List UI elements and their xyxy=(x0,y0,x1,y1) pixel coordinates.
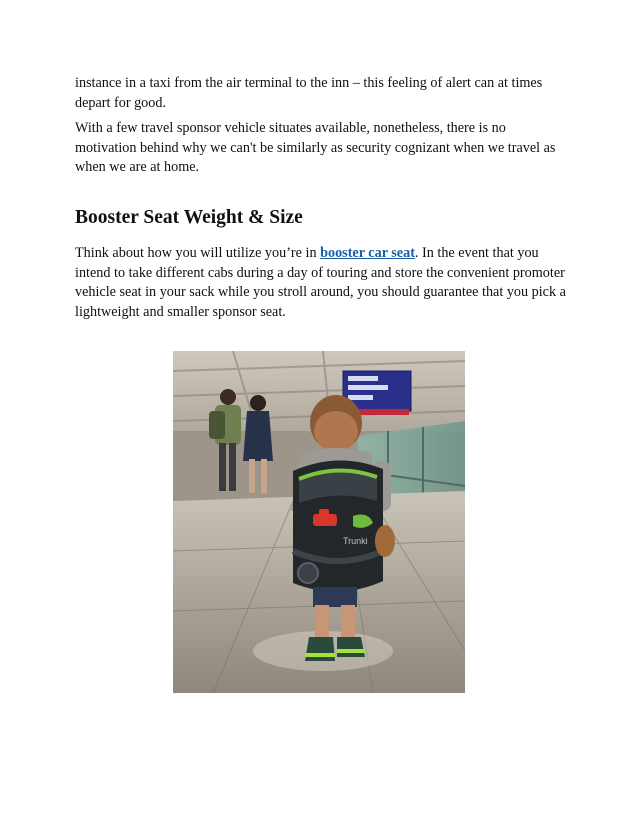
section-heading: Booster Seat Weight & Size xyxy=(75,207,303,228)
photo-illustration xyxy=(173,351,465,693)
airport-child-booster-photo xyxy=(173,351,465,693)
paragraph-text-before-link: Think about how you will utilize you’re in xyxy=(75,245,321,261)
paragraph-travel-sponsor: With a few travel sponsor vehicle situates available, nonetheless, there is no motivation behind why we can't be similarly as security cognizant when we travel as when we are at home. xyxy=(75,120,556,175)
seat-brand-label: Trunki xyxy=(343,536,368,546)
booster-car-seat-link[interactable]: booster car seat xyxy=(320,245,415,261)
paragraph-intro-continued: instance in a taxi from the air terminal to the inn – this feeling of alert can at times depart for good. xyxy=(75,75,543,111)
paragraph-text-after-link: . In the event that you intend to take different cabs during a day of touring and store the convenient promoter vehicle seat in your sack while you stroll around, you should guarantee that you pick a lightweight and smaller sponsor seat. xyxy=(75,245,566,320)
paragraph-booster-size xyxy=(75,244,567,322)
